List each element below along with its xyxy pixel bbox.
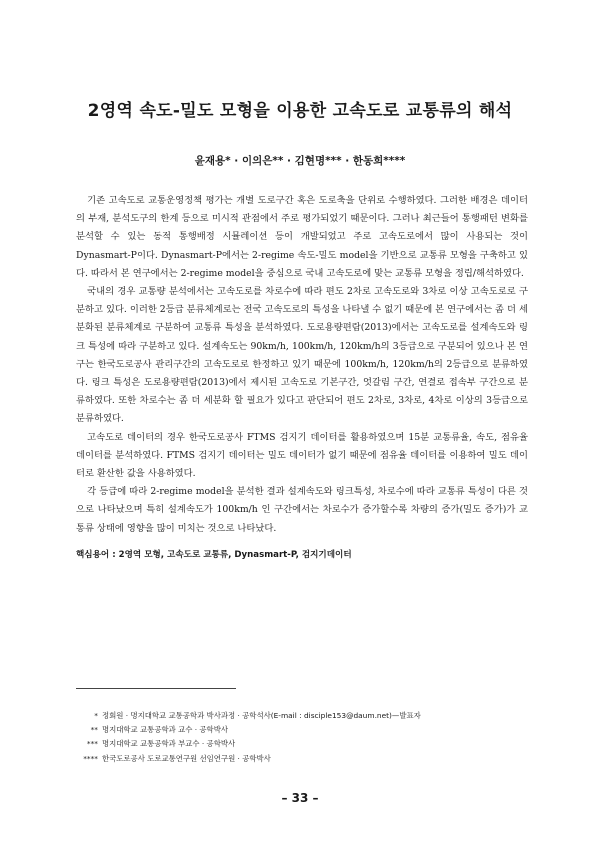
abstract-paragraph: 국내의 경우 교통량 분석에서는 고속도로를 차로수에 따라 편도 2차로 고속도로와 3차로 이상 고속도로로 구분하고 있다. 이러한 2등급 분류체계로는 전국 고속도로의 특성을 나타낼 수 없기 때문에 본 연구에서는 좀 더 세분화된 분류체계로 구분하여 교통류 특성을 분석하였다. 도로용량편람(2013)에서는 고속도로를 설계속도와 링크 특성에 따라 구분하고 있다. 설계속도는 90km/h, 100km/h, 120km/h의 3등급으로 구분되어 있으나 본 연구는 한국도로공사 관리구간의 고속도로로 한정하고 있기 때문에 100km/h, 120km/h의 2등급으로 분류하였다. 링크 특성은 도로용량편람(2013)에서 제시된 고속도로 기본구간, 엇갈림 구간, 연결로 접속부 구간으로 분류하였다. 또한 차로수는 좀 더 세분화 할 필요가 있다고 판단되어 편도 2차로, 3차로, 4차로 이상의 3등급으로 분류하였다. bbox=[76, 286, 528, 425]
footnote-text: 명지대학교 교통공학과 부교수 · 공학박사 bbox=[102, 739, 236, 749]
footnote-mark: ** bbox=[90, 725, 98, 735]
footnote-text: 정회원 · 명지대학교 교통공학과 박사과정 · 공학석사(E-mail : disciple153@daum.net)—발표자 bbox=[102, 711, 421, 720]
footnote-divider bbox=[76, 688, 236, 689]
author-line: 윤재용* · 이의은** · 김현명*** · 한동희**** bbox=[194, 155, 406, 167]
abstract-paragraph: 기존 고속도로 교통운영정책 평가는 개별 도로구간 혹은 도로축을 단위로 수행하였다. 그러한 배경은 데이터의 부재, 분석도구의 한계 등으로 미시적 관점에서 주로 평가되었기 때문이다. 그러나 최근들어 통행패턴 변화를 분석할 수 있는 동적 통행배정 시뮬레이션 등이 개발되었고 주로 고속도로에서 많이 사용되는 것이 Dynasmart-P이다. Dynasmart-P에서는 2-regime 속도-밀도 model을 기반으로 교통류 모형을 구축하고 있다. 따라서 본 연구에서는 2-regime model을 중심으로 국내 고속도로에 맞는 교통류 모형을 정립/해석하였다. bbox=[76, 195, 528, 279]
footnote bbox=[76, 752, 536, 766]
paper-title: 2영역 속도-밀도 모형을 이용한 고속도로 교통류의 해석 bbox=[87, 101, 513, 121]
footnote-mark: *** bbox=[86, 739, 98, 749]
footnote bbox=[76, 723, 536, 737]
footnote bbox=[76, 709, 536, 723]
abstract-paragraph: 각 등급에 따라 2-regime model을 분석한 결과 설계속도와 링크특성, 차로수에 따라 교통류 특성이 다른 것으로 나타났으며 특히 설계속도가 100km/h 인 구간에서는 차로수가 증가할수록 차량의 증가(밀도 증가)가 교통류 상태에 영향을 많이 미치는 것으로 나타났다. bbox=[76, 486, 528, 534]
abstract bbox=[76, 192, 528, 538]
keywords: 핵심용어 : 2영역 모형, 고속도로 교통류, Dynasmart-P, 검지기데이터 bbox=[76, 550, 352, 560]
footnotes bbox=[76, 709, 536, 766]
footnote-text: 명지대학교 교통공학과 교수 · 공학박사 bbox=[102, 725, 228, 735]
footnote-text: 한국도로공사 도로교통연구원 선임연구원 · 공학박사 bbox=[102, 753, 271, 763]
footnote-mark: **** bbox=[83, 753, 98, 763]
footnote bbox=[76, 737, 536, 751]
page-number: – 33 – bbox=[281, 791, 319, 805]
abstract-paragraph: 고속도로 데이터의 경우 한국도로공사 FTMS 검지기 데이터를 활용하였으며 15분 교통류율, 속도, 점유율 데이터를 분석하였다. FTMS 검지기 데이터는 밀도 데이터가 없기 때문에 점유율 데이터를 이용하여 밀도 데이터로 환산한 값을 사용하였다. bbox=[76, 431, 528, 480]
footnote-mark: * bbox=[94, 711, 98, 720]
